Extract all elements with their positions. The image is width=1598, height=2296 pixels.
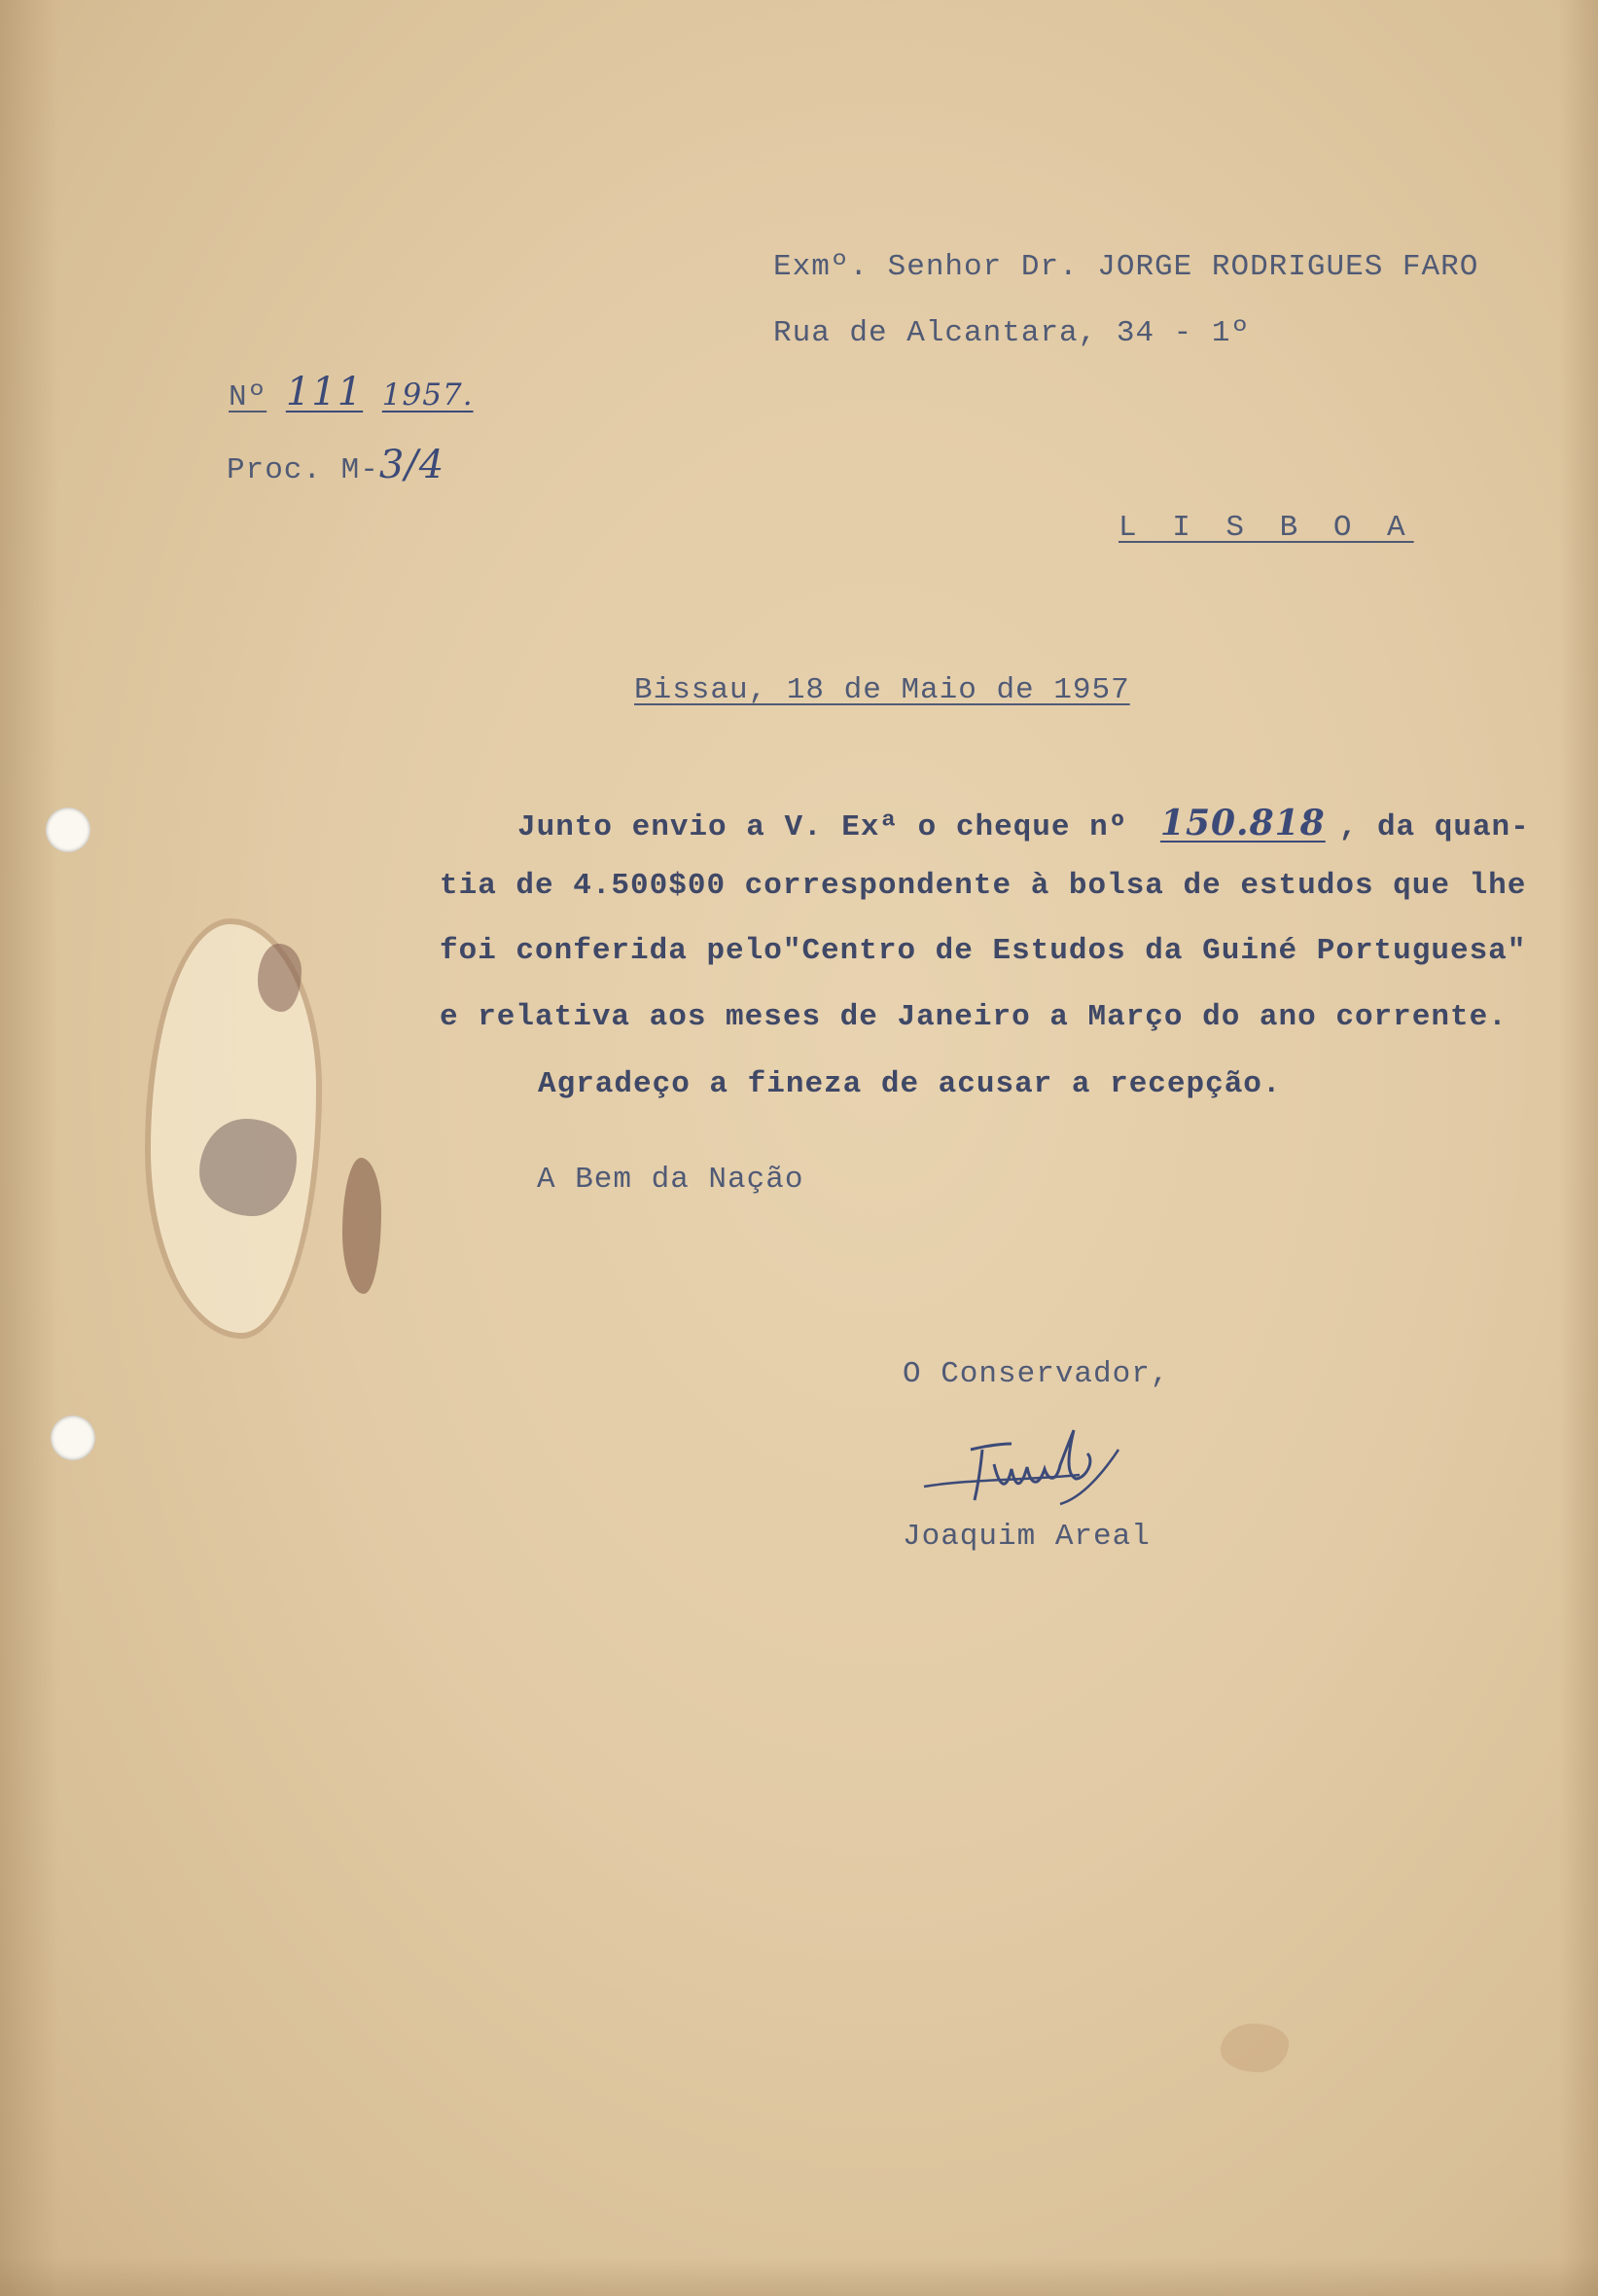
signatory-name: Joaquim Areal (903, 1520, 1151, 1554)
body-line-4: e relativa aos meses de Janeiro a Março do ano corrente. (440, 1000, 1508, 1034)
reference-year: 1957. (381, 377, 474, 413)
punch-hole-bottom (51, 1416, 95, 1460)
process-prefix: Proc. M- (227, 453, 379, 487)
body-line-3: foi conferida pelo"Centro de Estudos da Guiné Portuguesa" (440, 934, 1527, 968)
body-line-5: Agradeço a fineza de acusar a recepção. (538, 1067, 1282, 1101)
paper-stain-lower-right (1221, 2024, 1289, 2072)
body-line-1 (517, 803, 1530, 844)
addressee-line-2: Rua de Alcantara, 34 - 1º (773, 316, 1251, 350)
paper-stain-dark-3 (342, 1158, 381, 1294)
reference-number-handwritten: 111 (285, 370, 364, 414)
body-line-1-end: , da quan- (1338, 810, 1530, 844)
paper-edge-right (1559, 0, 1598, 2296)
handwritten-signature-icon (914, 1411, 1138, 1527)
reference-number-prefix: Nº (229, 380, 267, 414)
body-line-1-start: Junto envio a V. Exª o cheque nº (517, 810, 1128, 844)
process-reference (227, 443, 444, 487)
cheque-number: 150.818 (1159, 803, 1326, 843)
process-handwritten: 3/4 (378, 443, 445, 487)
closing-line: A Bem da Nação (537, 1163, 804, 1197)
paper-edge-bottom (0, 2257, 1598, 2296)
paper-edge-left (0, 0, 58, 2296)
addressee-city: L I S B O A (1119, 511, 1414, 545)
addressee-line-1: Exmº. Senhor Dr. JORGE RODRIGUES FARO (773, 250, 1479, 284)
punch-hole-top (46, 807, 90, 852)
body-line-2: tia de 4.500$00 correspondente à bolsa de estudos que lhe (440, 869, 1527, 903)
date-line: Bissau, 18 de Maio de 1957 (634, 673, 1130, 707)
reference-number (229, 370, 474, 414)
signatory-title: O Conservador, (903, 1357, 1170, 1391)
